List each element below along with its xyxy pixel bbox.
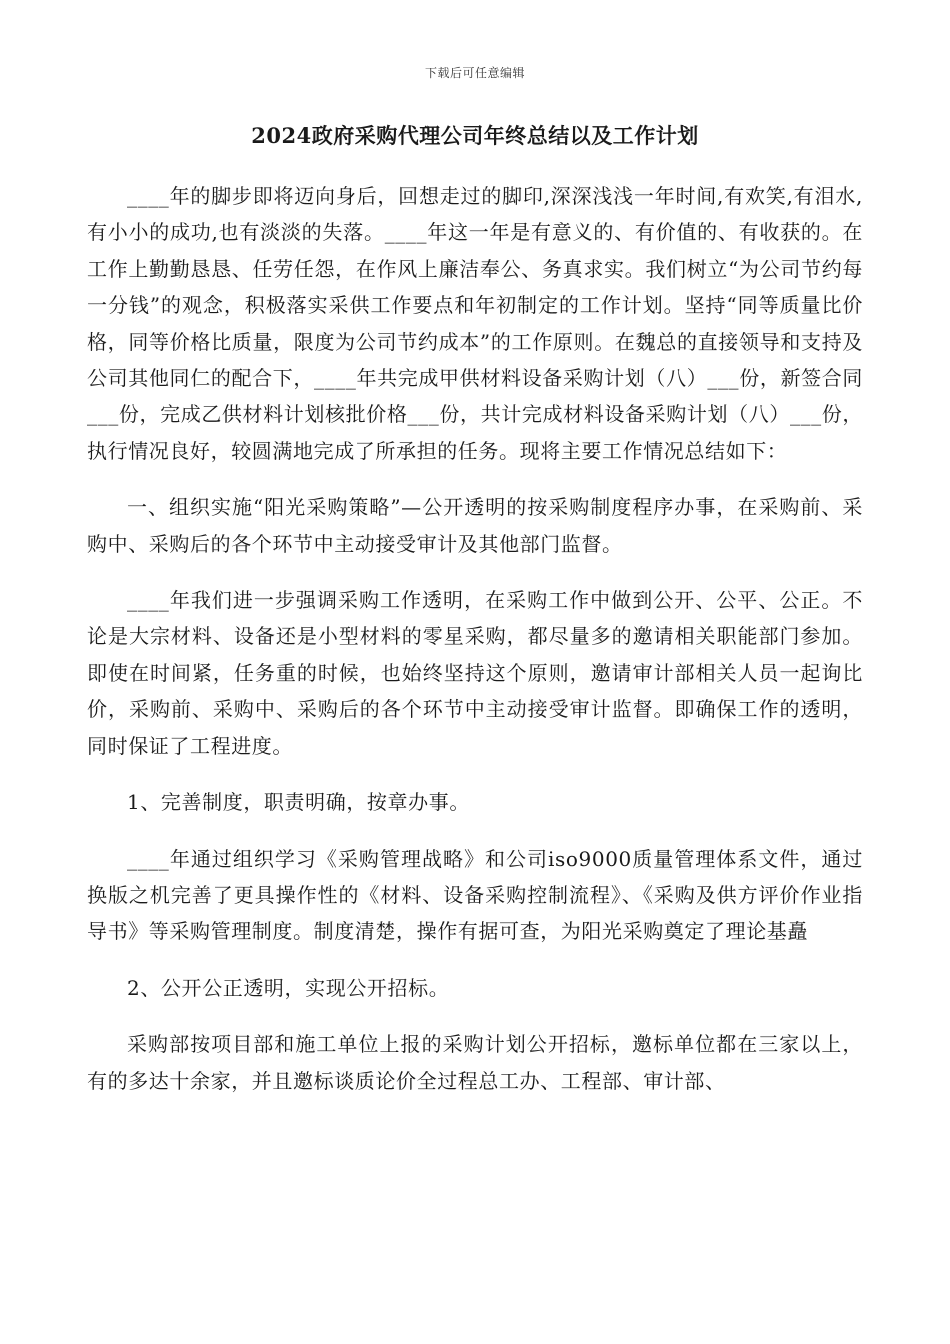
document-title: 2024政府采购代理公司年终总结以及工作计划 (251, 123, 699, 148)
document-body (87, 178, 863, 1119)
paragraph-item-two-heading: 2、公开公正透明，实现公开招标。 (127, 975, 450, 1000)
paragraph-section-one-heading: 一、组织实施“阳光采购策略”—公开透明的按采购制度程序办事，在采购前、采购中、采购后的各个环节中主动接受审计及其他部门监督。 (87, 495, 863, 556)
paragraph-transparency: ____年我们进一步强调采购工作透明，在采购工作中做到公开、公平、公正。不论是大宗材料、设备还是小型材料的零星采购，都尽量多的邀请相关职能部门参加。即使在时间紧，任务重的时候，也始终坚持这个原则，邀请审计部相关人员一起询比价，采购前、采购中、采购后的各个环节中主动接受审计监督。即确保工作的透明，同时保证了工程进度。 (87, 588, 863, 758)
paragraph-public-bidding: 采购部按项目部和施工单位上报的采购计划公开招标，邀标单位都在三家以上，有的多达十余家，并且邀标谈质论价全过程总工办、工程部、审计部、 (87, 1032, 863, 1093)
paragraph-intro: ____年的脚步即将迈向身后，回想走过的脚印,深深浅浅一年时间,有欢笑,有泪水,有小小的成功,也有淡淡的失落。____年这一年是有意义的、有价值的、有收获的。在工作上勤勤恳恳、任劳任怨，在作风上廉洁奉公、务真求实。我们树立“为公司节约每一分钱”的观念，积极落实采供工作要点和年初制定的工作计划。坚持“同等质量比价格，同等价格比质量，限度为公司节约成本”的工作原则。在魏总的直接领导和支持及公司其他同仁的配合下，____年共完成甲供材料设备采购计划（八）___份，新签合同___份，完成乙供材料计划核批价格___份，共计完成材料设备采购计划（八）___份，执行情况良好，较圆满地完成了所承担的任务。现将主要工作情况总结如下： (87, 184, 863, 463)
paragraph-item-one-heading: 1、完善制度，职责明确，按章办事。 (127, 790, 470, 815)
paragraph-system-improvement: ____年通过组织学习《采购管理战略》和公司iso9000质量管理体系文件，通过换版之机完善了更具操作性的《材料、设备采购控制流程》、《采购及供方评价作业指导书》等采购管理制度。制度清楚，操作有据可查，为阳光采购奠定了理论基矗 (87, 846, 863, 944)
header-note: 下载后可任意编辑 (424, 66, 525, 80)
